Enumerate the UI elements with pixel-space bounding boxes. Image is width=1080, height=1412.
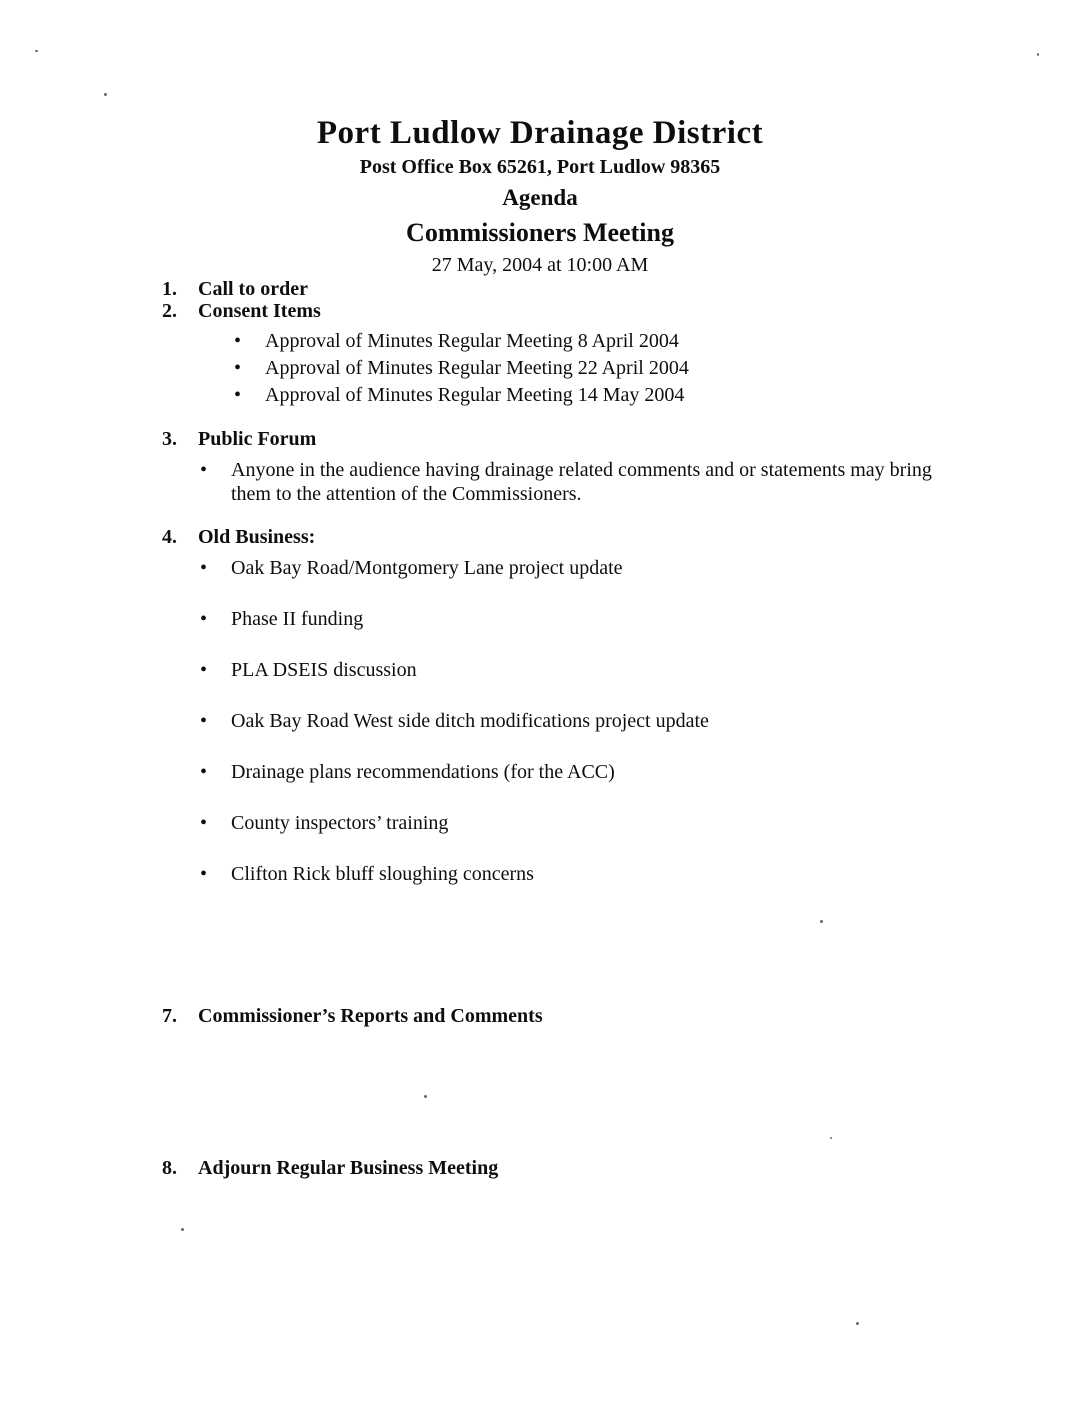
scan-speck: [820, 920, 823, 923]
organization-title: Port Ludlow Drainage District: [316, 115, 764, 151]
item-number: 1.: [162, 278, 177, 300]
item-number: 8.: [162, 1157, 177, 1179]
scan-speck: [830, 1137, 832, 1139]
old-business-bullet-list: [198, 557, 1080, 885]
item-number: 3.: [162, 428, 177, 450]
list-item: [234, 328, 1080, 355]
document-header: [0, 0, 1080, 278]
agenda-item-adjourn: [162, 1157, 1080, 1179]
item-title: Old Business:: [198, 526, 316, 548]
item-number: 2.: [162, 300, 177, 322]
bullet-icon: •: [234, 357, 242, 379]
bullet-icon: •: [200, 710, 208, 732]
agenda-item-consent-items: [162, 300, 1080, 409]
bullet-icon: •: [200, 659, 208, 681]
bullet-text: Approval of Minutes Regular Meeting 14 May 2004: [265, 384, 685, 406]
bullet-icon: •: [200, 812, 208, 834]
bullet-text: Clifton Rick bluff sloughing concerns: [231, 863, 534, 885]
list-item: [200, 761, 1080, 783]
item-body: [198, 300, 1080, 409]
bullet-icon: •: [234, 384, 242, 406]
scan-speck: [424, 1095, 427, 1098]
item-body: [198, 1005, 1080, 1027]
item-number: 4.: [162, 526, 177, 548]
item-title: Call to order: [198, 278, 308, 300]
list-item: [234, 382, 1080, 409]
bullet-text: Approval of Minutes Regular Meeting 22 April 2004: [265, 357, 689, 379]
bullet-icon: •: [200, 863, 208, 885]
meeting-title: Commissioners Meeting: [406, 218, 674, 247]
public-forum-bullet-list: [198, 458, 1080, 506]
bullet-text: Anyone in the audience having drainage related comments and or statements may bring them to the attention of the Commissioners.: [231, 459, 932, 505]
agenda-item-call-to-order: [162, 278, 1080, 300]
item-body: [198, 278, 1080, 300]
bullet-text: PLA DSEIS discussion: [231, 659, 417, 681]
agenda-item-commissioners-reports: [162, 1005, 1080, 1027]
bullet-icon: •: [200, 459, 208, 481]
scan-speck: [856, 1322, 859, 1325]
list-item: [200, 710, 1080, 732]
scan-speck: [1037, 53, 1039, 56]
list-item: [234, 355, 1080, 382]
list-item: [200, 557, 1080, 579]
agenda-item-old-business: [162, 526, 1080, 914]
list-item: [200, 863, 1080, 885]
scan-speck: [181, 1228, 184, 1231]
bullet-text: Approval of Minutes Regular Meeting 8 April 2004: [265, 330, 679, 352]
list-item: [200, 458, 1080, 506]
bullet-text: Drainage plans recommendations (for the ACC): [231, 761, 615, 783]
bullet-icon: •: [200, 761, 208, 783]
bullet-icon: •: [234, 330, 242, 352]
scan-speck: [35, 50, 38, 52]
organization-address: Post Office Box 65261, Port Ludlow 98365: [359, 156, 721, 178]
item-body: [198, 428, 1080, 506]
item-title: Public Forum: [198, 428, 317, 450]
item-body: [198, 526, 1080, 914]
bullet-icon: •: [200, 608, 208, 630]
scan-speck: [104, 93, 107, 96]
list-item: [200, 812, 1080, 834]
list-item: [200, 659, 1080, 681]
agenda-item-public-forum: [162, 428, 1080, 506]
consent-bullet-list: [198, 328, 1080, 409]
bullet-text: Phase II funding: [231, 608, 364, 630]
agenda-label: Agenda: [502, 185, 578, 210]
bullet-icon: •: [200, 557, 208, 579]
list-item: [200, 608, 1080, 630]
item-body: [198, 1157, 1080, 1179]
item-title: Consent Items: [198, 300, 321, 322]
item-number: 7.: [162, 1005, 177, 1027]
item-title: Adjourn Regular Business Meeting: [198, 1157, 499, 1179]
bullet-text: County inspectors’ training: [231, 812, 449, 834]
item-title: Commissioner’s Reports and Comments: [198, 1005, 543, 1027]
bullet-text: Oak Bay Road/Montgomery Lane project update: [231, 557, 623, 579]
agenda-list: [0, 278, 1080, 1179]
meeting-datetime: 27 May, 2004 at 10:00 AM: [431, 254, 649, 276]
bullet-text: Oak Bay Road West side ditch modifications project update: [231, 710, 709, 732]
